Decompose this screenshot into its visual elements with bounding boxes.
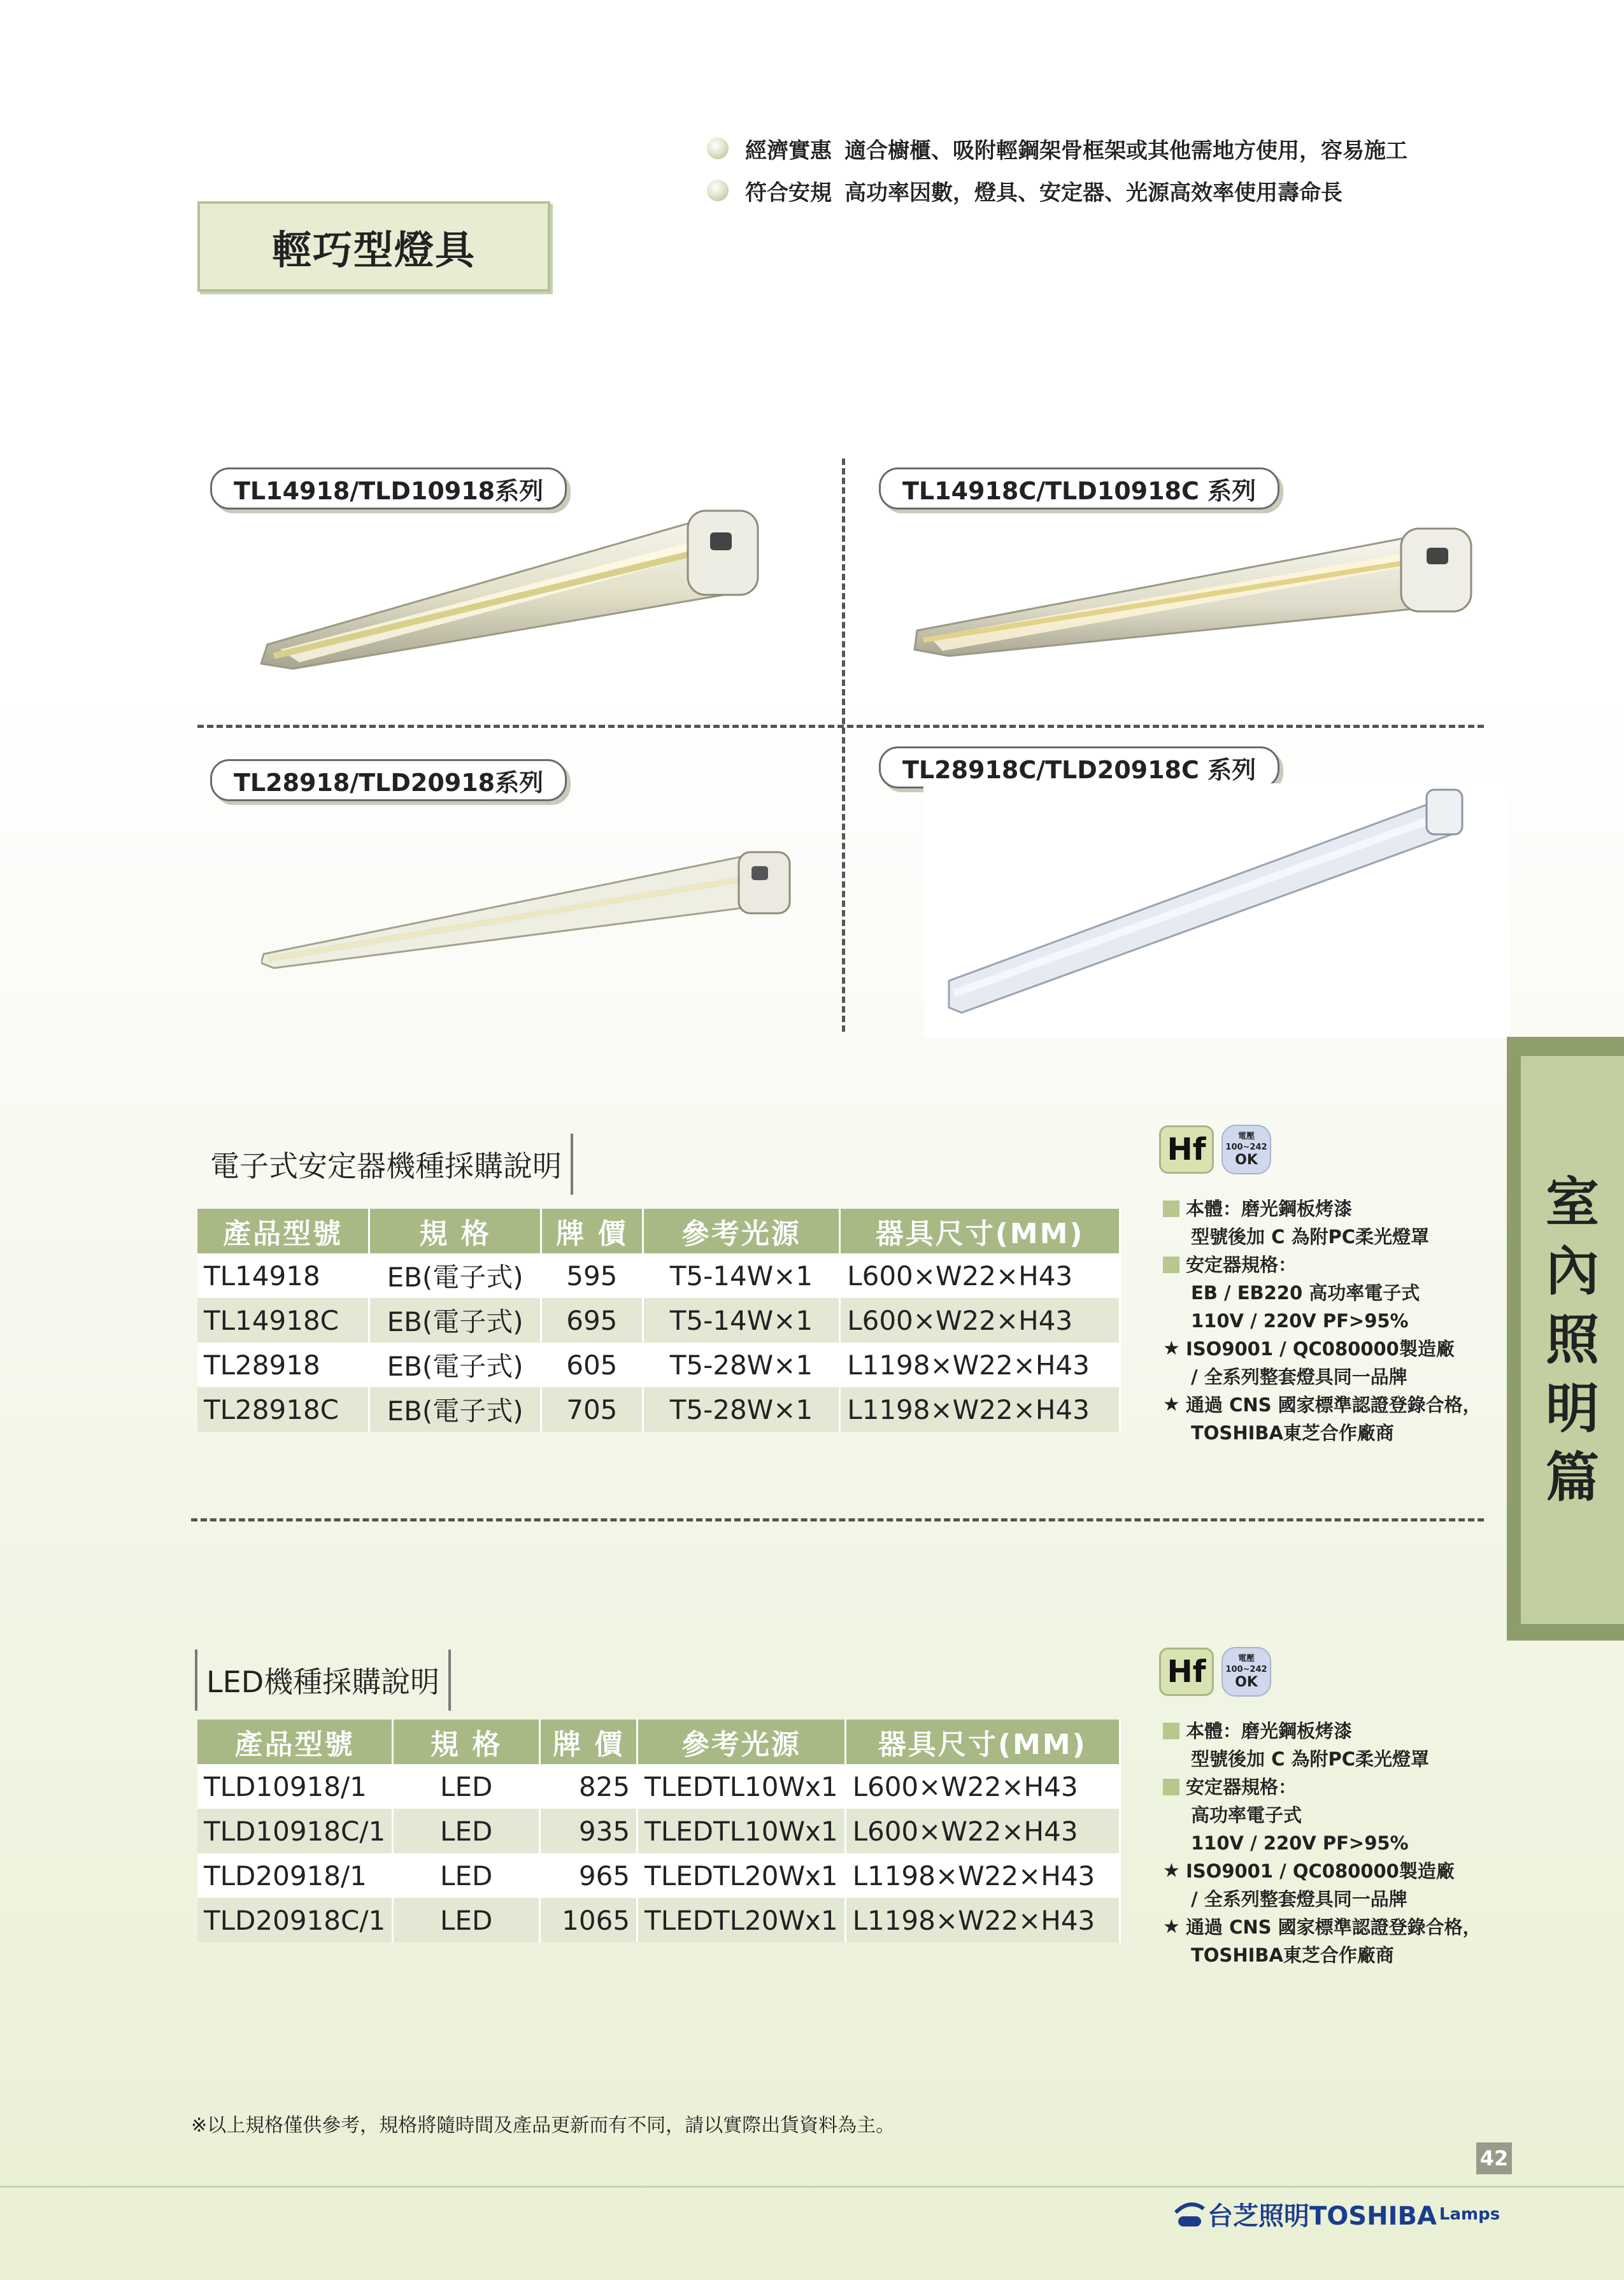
eb-spec-table (197, 1209, 1121, 1432)
cell-model: TL28918 (197, 1343, 369, 1387)
cell-spec: EB(電子式) (369, 1298, 541, 1343)
chapter-char: 室 (1545, 1171, 1599, 1234)
grid-divider-horizontal (197, 725, 1484, 728)
column-header: 參考光源 (637, 1720, 846, 1764)
led-notes (1163, 1717, 1481, 1969)
page-title: 輕巧型燈具 (197, 201, 550, 292)
cell-lamp: TLEDTL10Wx1 (637, 1764, 846, 1809)
cell-lamp: TLEDTL20Wx1 (637, 1898, 846, 1942)
cell-price: 595 (541, 1253, 643, 1298)
cell-spec: EB(電子式) (369, 1343, 541, 1387)
led-spec-table (197, 1720, 1121, 1942)
grid-divider-vertical (842, 459, 845, 1032)
chapter-char: 明 (1545, 1378, 1599, 1440)
voltage-ok: OK (1235, 1674, 1258, 1690)
note-cns-detail: TOSHIBA東芝合作廠商 (1191, 1422, 1394, 1444)
cell-model: TLD20918C/1 (197, 1898, 393, 1942)
cell-spec: LED (393, 1853, 540, 1898)
section-title-text: LED機種採購說明 (206, 1665, 440, 1699)
cell-size: L1198×W22×H43 (840, 1387, 1120, 1432)
brand-name: 台芝照明TOSHIBA (1207, 2202, 1437, 2231)
column-header: 產品型號 (197, 1720, 393, 1764)
title-divider (571, 1134, 573, 1195)
product-label: TL14918/TLD10918系列 (210, 467, 567, 509)
column-header: 規 格 (369, 1209, 541, 1253)
note-ballast: 安定器規格： (1186, 1254, 1297, 1276)
cell-price: 935 (540, 1809, 637, 1853)
title-divider (195, 1649, 197, 1711)
feature-text: 高功率因數，燈具、安定器、光源高效率使用壽命長 (844, 180, 1343, 206)
star-icon: ★ (1163, 1860, 1180, 1882)
page-number: 42 (1476, 2142, 1512, 2174)
feature-item (707, 169, 1407, 211)
cell-model: TL14918C (197, 1298, 369, 1343)
chapter-side-tab-inner (1521, 1056, 1624, 1624)
cell-size: L1198×W22×H43 (845, 1853, 1120, 1898)
cell-lamp: TLEDTL10Wx1 (637, 1809, 846, 1853)
note-cns: 通過 CNS 國家標準認證登錄合格， (1186, 1916, 1481, 1938)
note-cns-detail: TOSHIBA東芝合作廠商 (1191, 1944, 1394, 1966)
cell-spec: LED (393, 1898, 540, 1942)
note-body: 本體：磨光鋼板烤漆 (1186, 1198, 1353, 1220)
hf-badge (1159, 1647, 1271, 1697)
star-icon: ★ (1163, 1916, 1180, 1938)
cell-lamp: T5-14W×1 (643, 1298, 840, 1343)
star-icon: ★ (1163, 1337, 1180, 1360)
note-ballast-type: 高功率電子式 (1191, 1804, 1302, 1826)
cell-spec: LED (393, 1809, 540, 1853)
cell-size: L600×W22×H43 (845, 1764, 1120, 1809)
table-row (197, 1764, 1120, 1809)
chapter-char: 內 (1545, 1240, 1599, 1302)
section-divider (191, 1518, 1484, 1521)
brand-logo (1172, 2196, 1500, 2232)
feature-key: 符合安規 (745, 180, 832, 206)
lamp-image-tl14918 (255, 497, 777, 675)
column-header: 規 格 (393, 1720, 540, 1764)
note-cns: 通過 CNS 國家標準認證登錄合格， (1186, 1394, 1481, 1416)
square-bullet-icon (1163, 1723, 1179, 1739)
voltage-label: 電壓 (1237, 1132, 1255, 1141)
voltage-label: 電壓 (1237, 1654, 1255, 1664)
voltage-range: 100~242 (1225, 1143, 1267, 1152)
cell-lamp: TLEDTL20Wx1 (637, 1853, 846, 1898)
note-ballast: 安定器規格： (1186, 1776, 1297, 1798)
table-row (197, 1853, 1120, 1898)
product-label: TL14918C/TLD10918C 系列 (879, 467, 1279, 509)
column-header: 牌 價 (540, 1720, 637, 1764)
cell-price: 965 (540, 1853, 637, 1898)
square-bullet-icon (1163, 1257, 1179, 1273)
lamp-image-tl14918c (911, 509, 1484, 675)
table-row (197, 1898, 1120, 1942)
feature-text: 適合櫥櫃、吸附輕鋼架骨框架或其他需地方使用，容易施工 (844, 138, 1407, 164)
note-ballast-voltage: 110V / 220V PF>95% (1191, 1832, 1409, 1854)
cell-spec: EB(電子式) (369, 1253, 541, 1298)
hf-badge (1159, 1125, 1271, 1174)
cell-lamp: T5-28W×1 (643, 1343, 840, 1387)
note-ballast-voltage: 110V / 220V PF>95% (1191, 1310, 1409, 1332)
cell-spec: LED (393, 1764, 540, 1809)
note-body: 本體：磨光鋼板烤漆 (1186, 1720, 1353, 1742)
feature-key: 經濟實惠 (745, 138, 832, 164)
cell-size: L600×W22×H43 (845, 1809, 1120, 1853)
lamp-image-tl28918 (261, 847, 796, 974)
footer-line (0, 2186, 1624, 2188)
cell-price: 1065 (540, 1898, 637, 1942)
cell-model: TL28918C (197, 1387, 369, 1432)
note-iso-detail: / 全系列整套燈具同一品牌 (1191, 1366, 1407, 1388)
cell-model: TLD10918C/1 (197, 1809, 393, 1853)
section-title-text: 電子式安定器機種採購說明 (210, 1149, 562, 1183)
feature-item (707, 127, 1407, 169)
star-icon: ★ (1163, 1393, 1180, 1416)
column-header: 產品型號 (197, 1209, 369, 1253)
brand-logo-icon (1172, 2198, 1207, 2230)
bullet-icon (707, 138, 729, 159)
product-label: TL28918/TLD20918系列 (210, 759, 567, 801)
note-ballast-type: EB / EB220 高功率電子式 (1191, 1282, 1420, 1304)
title-divider (448, 1649, 451, 1711)
hf-icon: Hf (1159, 1648, 1214, 1696)
column-header: 器具尺寸(MM) (840, 1209, 1120, 1253)
cell-model: TLD20918/1 (197, 1853, 393, 1898)
cell-size: L600×W22×H43 (840, 1298, 1120, 1343)
cell-price: 695 (541, 1298, 643, 1343)
eb-notes (1163, 1195, 1481, 1447)
product-label: TL28918C/TLD20918C 系列 (879, 746, 1279, 788)
column-header: 器具尺寸(MM) (845, 1720, 1120, 1764)
cell-price: 605 (541, 1343, 643, 1387)
table-row (197, 1298, 1120, 1343)
table-row (197, 1387, 1120, 1432)
note-iso: ISO9001 / QC080000製造廠 (1186, 1338, 1455, 1360)
hf-icon: Hf (1159, 1125, 1214, 1174)
voltage-ok-icon (1222, 1647, 1271, 1697)
cell-price: 705 (541, 1387, 643, 1432)
column-header: 牌 價 (541, 1209, 643, 1253)
cell-spec: EB(電子式) (369, 1387, 541, 1432)
feature-list (707, 127, 1407, 211)
voltage-range: 100~242 (1225, 1665, 1267, 1674)
chapter-char: 篇 (1545, 1446, 1599, 1509)
cell-size: L600×W22×H43 (840, 1253, 1120, 1298)
table-header-row (197, 1720, 1120, 1764)
brand-suffix: Lamps (1439, 2204, 1500, 2224)
chapter-char: 照 (1545, 1309, 1599, 1371)
cell-price: 825 (540, 1764, 637, 1809)
cell-model: TLD10918/1 (197, 1764, 393, 1809)
section-title-led (195, 1649, 451, 1711)
table-row (197, 1253, 1120, 1298)
note-body-detail: 型號後加 C 為附PC柔光燈罩 (1191, 1226, 1430, 1248)
table-row (197, 1809, 1120, 1853)
cell-size: L1198×W22×H43 (840, 1343, 1120, 1387)
cell-model: TL14918 (197, 1253, 369, 1298)
square-bullet-icon (1163, 1201, 1179, 1217)
cell-lamp: T5-14W×1 (643, 1253, 840, 1298)
voltage-ok: OK (1235, 1152, 1258, 1168)
square-bullet-icon (1163, 1779, 1179, 1795)
column-header: 參考光源 (643, 1209, 840, 1253)
footnote: ※以上規格僅供參考，規格將隨時間及產品更新而有不同，請以實際出貨資料為主。 (191, 2114, 895, 2137)
cell-size: L1198×W22×H43 (845, 1898, 1120, 1942)
note-iso: ISO9001 / QC080000製造廠 (1186, 1860, 1455, 1882)
table-header-row (197, 1209, 1120, 1253)
lamp-image-tl28918c (923, 783, 1509, 1038)
cell-lamp: T5-28W×1 (643, 1387, 840, 1432)
chapter-side-tab (1507, 1037, 1624, 1641)
table-row (197, 1343, 1120, 1387)
section-title-eb (210, 1134, 573, 1195)
note-body-detail: 型號後加 C 為附PC柔光燈罩 (1191, 1748, 1430, 1770)
note-iso-detail: / 全系列整套燈具同一品牌 (1191, 1888, 1407, 1910)
bullet-icon (707, 180, 729, 201)
voltage-ok-icon (1222, 1125, 1271, 1174)
